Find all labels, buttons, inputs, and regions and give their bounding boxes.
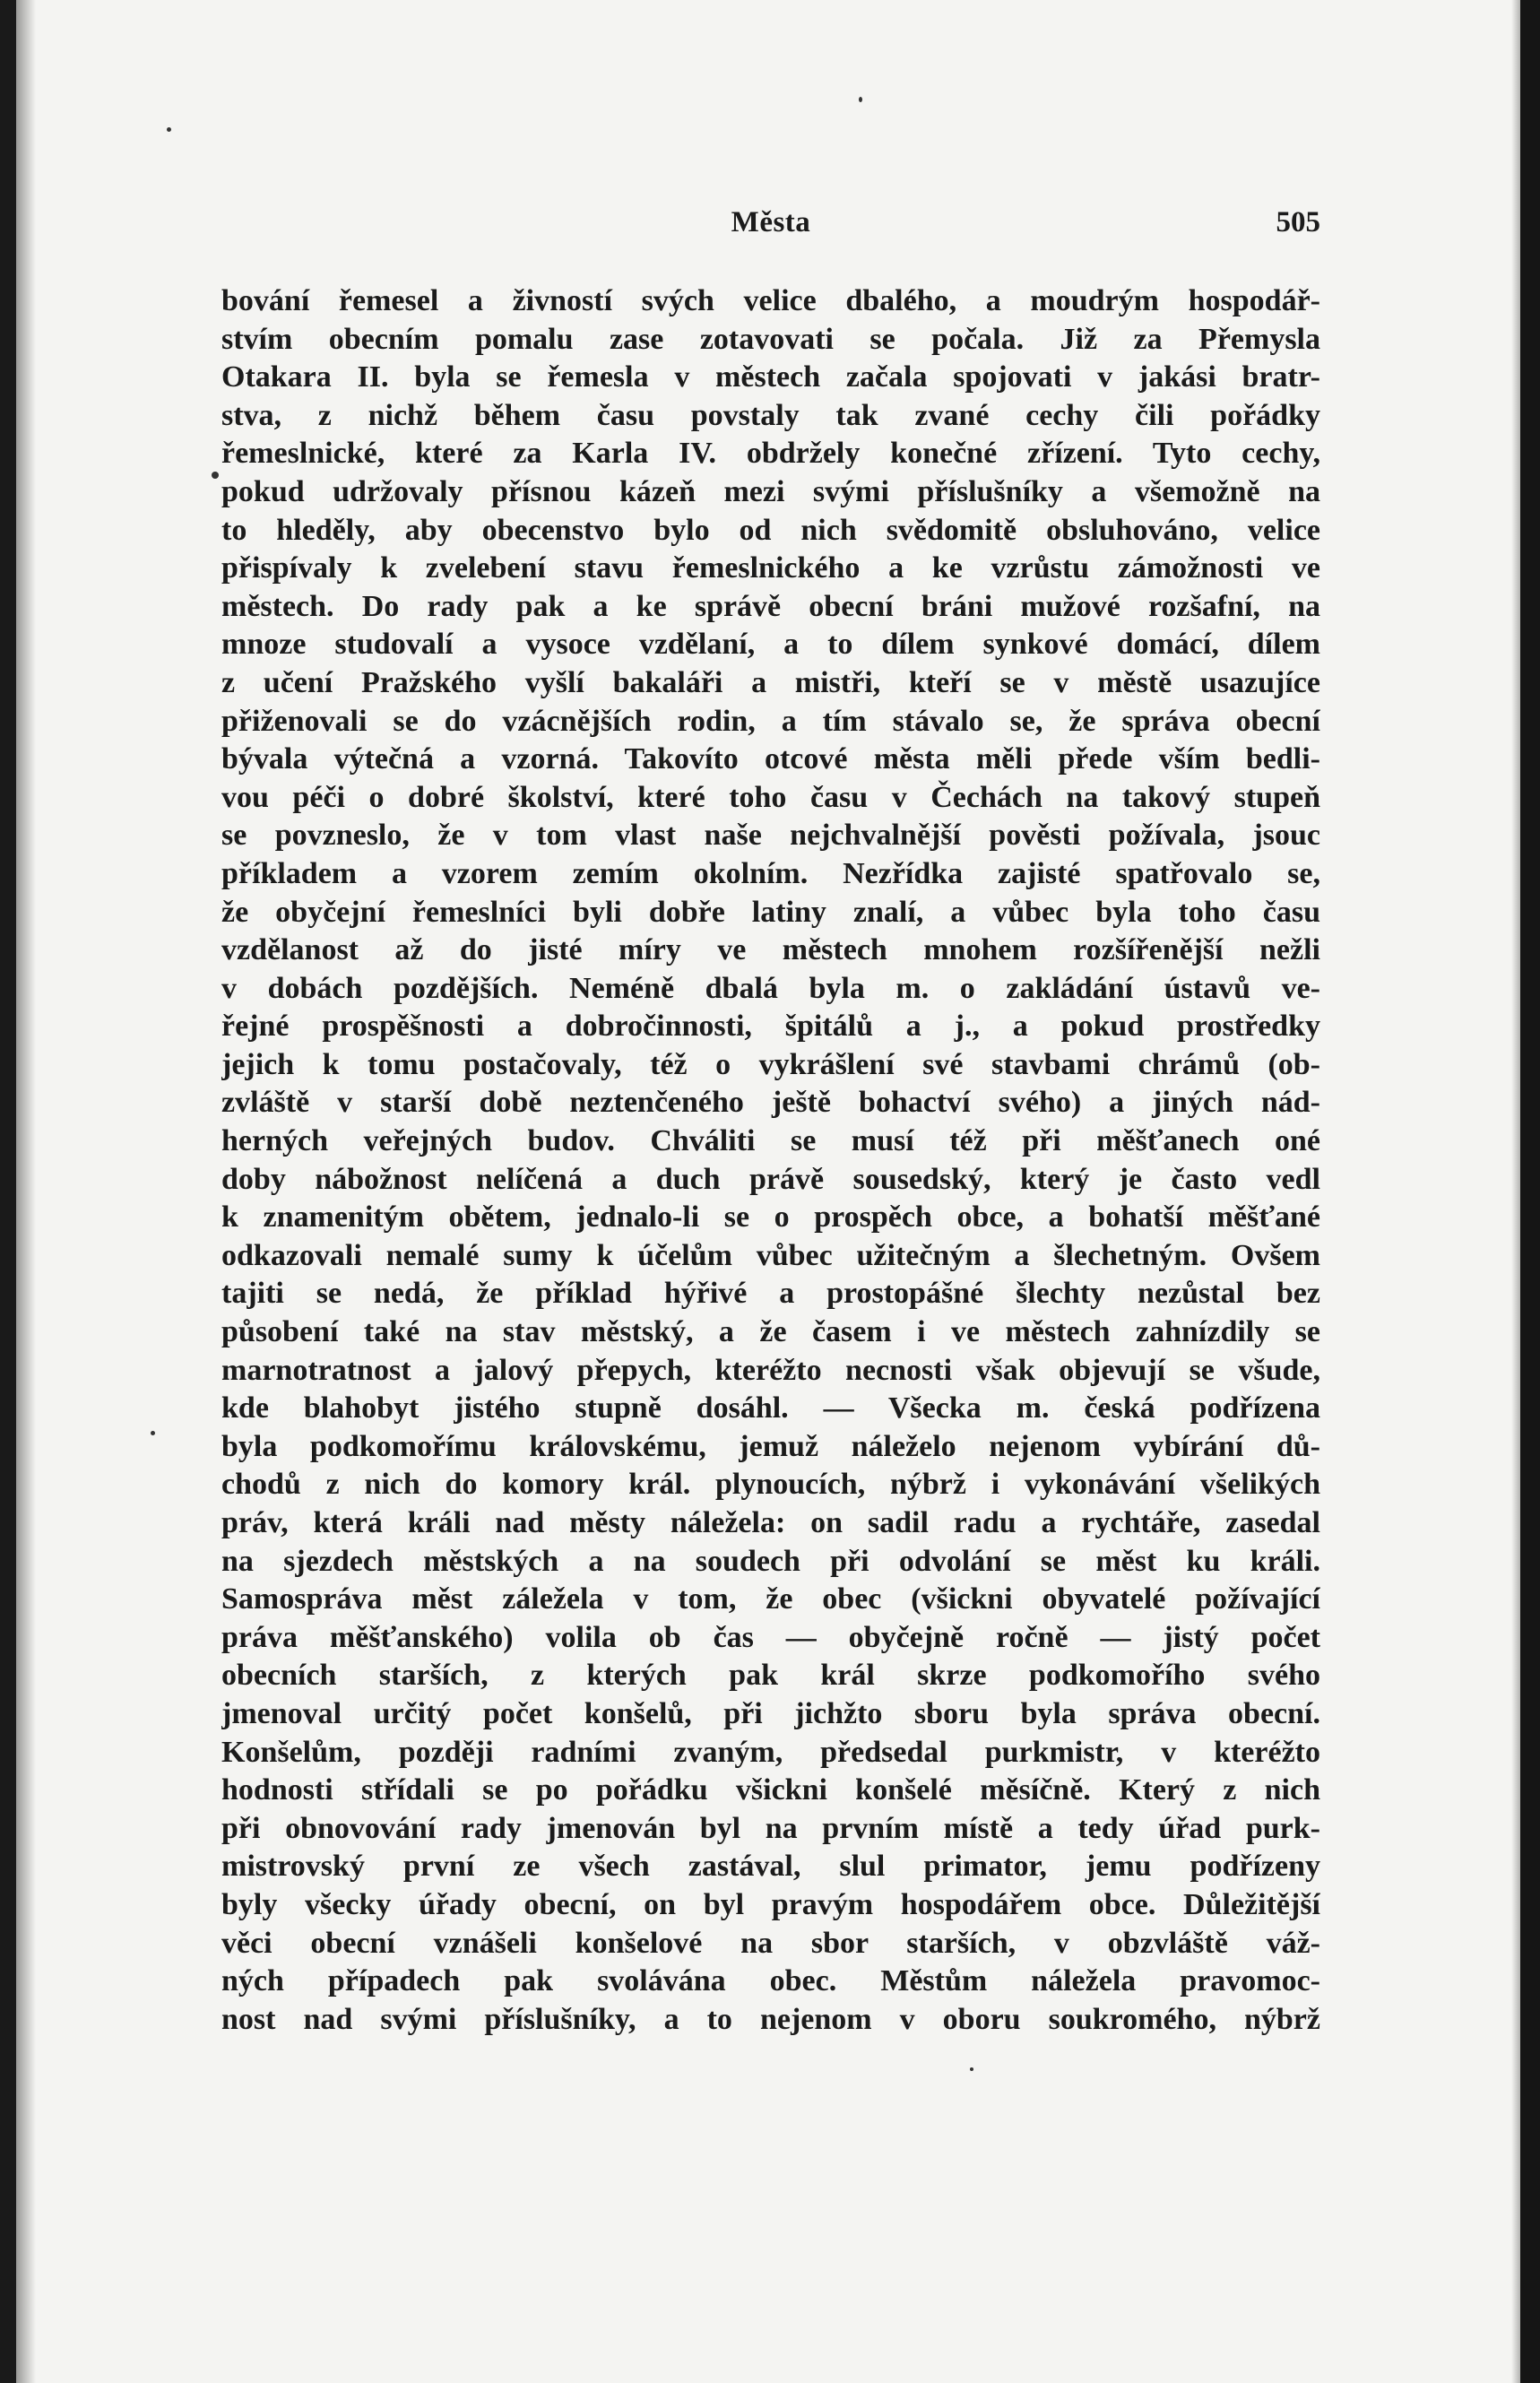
text-line: na sjezdech městských a na soudech při odvolání se měst ku králi. [221,1544,1320,1578]
text-line: tajiti se nedá, že příklad hýřivé a prostopášné šlechty nezůstal bez [221,1277,1320,1311]
text-line: městech. Do rady pak a ke správě obecní bráni mužové rozšafní, na [221,589,1320,623]
gutter-shadow [16,0,36,2383]
text-line: kde blahobyt jistého stupně dosáhl. — Všecka m. česká podřízena [221,1391,1320,1425]
text-line: mistrovský první ze všech zastával, slul primator, jemu podřízeny [221,1850,1320,1884]
text-line: chodů z nich do komory král. plynoucích, nýbrž i vykonávání všelikých [221,1468,1320,1502]
text-line: stvím obecním pomalu zase zotavovati se počala. Již za Přemysla [221,322,1320,356]
print-speck [151,1431,155,1435]
text-line: práv, která králi nad městy náležela: on sadil radu a rychtáře, zasedal [221,1506,1320,1539]
text-line: stva, z nichž během času povstaly tak zvané cechy čili pořádky [221,398,1320,432]
print-speck [167,127,171,132]
text-line: pokud udržovaly přísnou kázeň mezi svými příslušníky a všemožně na [221,474,1320,508]
page-number: 505 [1276,206,1320,238]
text-line: při obnovování rady jmenován byl na prvním místě a tedy úřad purk- [221,1811,1320,1845]
text-line: práva měšťanského) volila ob čas — obyčejně ročně — jistý počet [221,1620,1320,1654]
text-line: byly všecky úřady obecní, on byl pravým hospodářem obce. Důležitější [221,1887,1320,1921]
right-edge-shadow [1511,0,1520,2383]
text-line: se povzneslo, že v tom vlast naše nejchvalnější pověsti požívala, jsouc [221,819,1320,853]
text-line: zvláště v starší době neztenčeného ještě bohactví svého) a jiných nád- [221,1086,1320,1120]
text-line: byla podkomořímu královskému, jemuž náleželo nejenom vybírání dů- [221,1429,1320,1463]
running-header [221,206,1320,251]
text-line: bývala výtečná a vzorná. Takovíto otcové města měli přede vším bedli- [221,742,1320,776]
text-line: vou péči o dobré školství, které toho času v Čechách na takový stupeň [221,780,1320,814]
text-line: Samospráva měst záležela v tom, že obec (všickni obyvatelé požívající [221,1582,1320,1616]
text-line: přispívaly k zvelebení stavu řemeslnického a ke vzrůstu zámožnosti ve [221,551,1320,585]
text-line: působení také na stav městský, a že časem i ve městech zahnízdily se [221,1315,1320,1349]
text-line: jmenoval určitý počet konšelů, při jichžto sboru byla správa obecní. [221,1696,1320,1730]
print-speck [970,2067,973,2071]
text-line: nost nad svými příslušníky, a to nejenom v oboru soukromého, nýbrž [221,2002,1320,2036]
text-line: v dobách pozdějších. Neméně dbalá byla m. o zakládání ústavů ve- [221,971,1320,1005]
text-line: řejné prospěšnosti a dobročinnosti, špitálů a j., a pokud prostředky [221,1010,1320,1044]
text-line: bování řemesel a živností svých velice dbalého, a moudrým hospodář- [221,284,1320,317]
left-page-edge [0,0,16,2383]
text-line: hodnosti střídali se po pořádku všickni konšelé měsíčně. Který z nich [221,1773,1320,1807]
text-line: herných veřejných budov. Chváliti se musí též při měšťanech oné [221,1124,1320,1158]
text-line: vzdělanost až do jisté míry ve městech mnohem rozšířenější nežli [221,933,1320,967]
print-speck [859,97,862,102]
text-line: mnoze studovalí a vysoce vzdělaní, a to dílem synkové domácí, dílem [221,628,1320,662]
text-line: přiženovali se do vzácnějších rodin, a tím stávalo se, že správa obecní [221,704,1320,738]
right-page-edge [1520,0,1540,2383]
text-line: doby nábožnost nelíčená a duch právě sousedský, který je často vedl [221,1162,1320,1196]
text-line: odkazovali nemalé sumy k účelům vůbec užitečným a šlechetným. Ovšem [221,1238,1320,1272]
text-line: z učení Pražského vyšlí bakaláři a mistři, kteří se v městě usazujíce [221,665,1320,699]
text-line: marnotratnost a jalový přepych, kteréžto necnosti však objevují se všude, [221,1353,1320,1387]
running-title: Města [731,206,811,238]
text-line: k znamenitým obětem, jednalo-li se o prospěch obce, a bohatší měšťané [221,1200,1320,1235]
text-line: to hleděly, aby obecenstvo bylo od nich svědomitě obsluhováno, velice [221,513,1320,547]
text-line: jejich k tomu postačovaly, též o vykrášlení své stavbami chrámů (ob- [221,1047,1320,1081]
text-line: Konšelům, později radními zvaným, předsedal purkmistr, v kteréžto [221,1735,1320,1769]
body-text [221,282,1320,2039]
text-line: věci obecní vznášeli konšelové na sbor starších, v obzvláště váž- [221,1926,1320,1960]
text-line: že obyčejní řemeslníci byli dobře latiny znalí, a vůbec byla toho času [221,895,1320,929]
text-line: příkladem a vzorem zemím okolním. Nezřídka zajisté spatřovalo se, [221,856,1320,890]
text-line: Otakara II. byla se řemesla v městech začala spojovati v jakási bratr- [221,360,1320,394]
text-line: ných případech pak svolávána obec. Městům náležela pravomoc- [221,1964,1320,1998]
text-line: řemeslnické, které za Karla IV. obdržely konečné zřízení. Tyto cechy, [221,437,1320,471]
text-line: obecních starších, z kterých pak král skrze podkomořího svého [221,1659,1320,1693]
print-speck [212,472,219,479]
